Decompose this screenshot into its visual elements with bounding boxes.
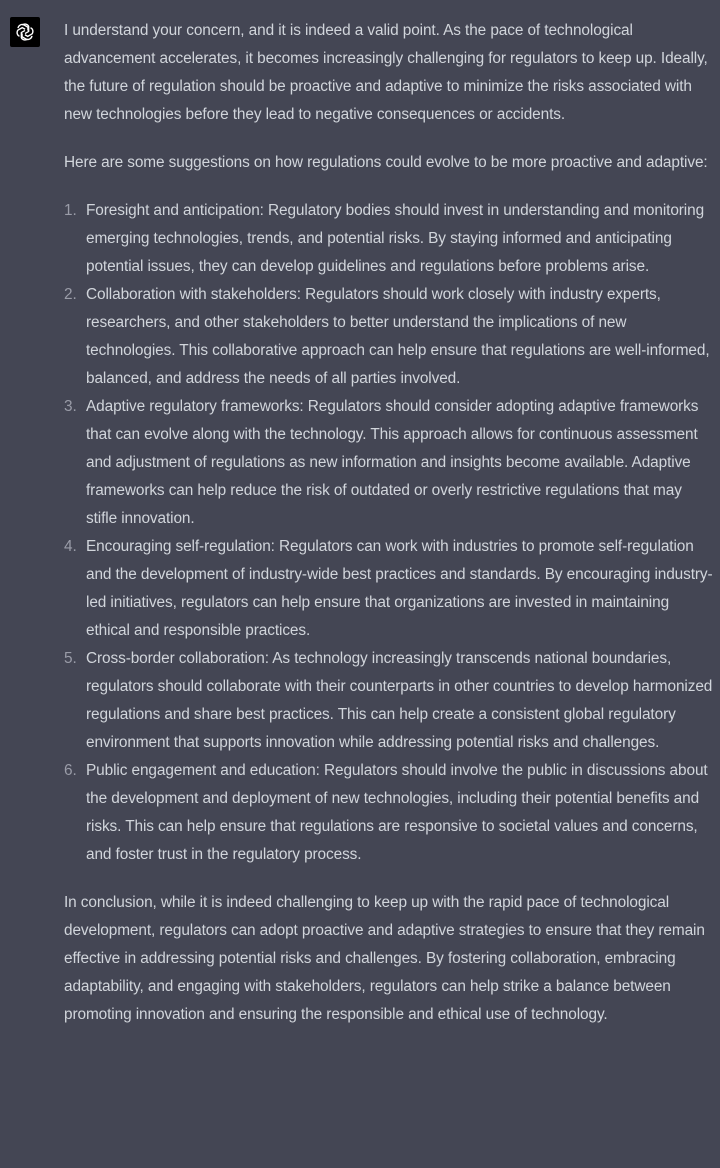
message-conclusion: In conclusion, while it is indeed challenging to keep up with the rapid pace of technological development, regulators can adopt proactive and adaptive strategies to ensure that they remain effective in addressing potential risks and challenges. By fostering collaboration, embracing adaptability, and engaging with stakeholders, regulators can help strike a balance between promoting innovation and ensuring the responsible and ethical use of technology. bbox=[64, 894, 705, 1023]
assistant-avatar bbox=[10, 17, 40, 47]
suggestions-list bbox=[64, 197, 714, 869]
list-item bbox=[64, 645, 714, 757]
list-item-text: Cross-border collaboration: As technology increasingly transcends national boundaries, regulators should collaborate with their counterparts in other countries to develop harmonized regulations and share best practices. This can help create a consistent global regulatory environment that supports innovation while addressing potential risks and challenges. bbox=[86, 650, 713, 751]
list-item bbox=[64, 533, 714, 645]
list-item-number: 4. bbox=[64, 538, 77, 555]
list-item-text: Adaptive regulatory frameworks: Regulators should consider adopting adaptive frameworks that can evolve along with the technology. This approach allows for continuous assessment and adjustment of regulations as new information and insights become available. Adaptive frameworks can help reduce the risk of outdated or overly restrictive regulations that may stifle innovation. bbox=[86, 398, 699, 527]
list-item-text: Encouraging self-regulation: Regulators can work with industries to promote self-regulation and the development of industry-wide best practices and standards. By encouraging industry-led initiatives, regulators can help ensure that organizations are invested in maintaining ethical and responsible practices. bbox=[86, 538, 713, 639]
list-item bbox=[64, 393, 714, 533]
list-item-number: 5. bbox=[64, 650, 77, 667]
message-intro: I understand your concern, and it is indeed a valid point. As the pace of technological advancement accelerates, it becomes increasingly challenging for regulators to keep up. Ideally, the future of regulation should be proactive and adaptive to minimize the risks associated with new technologies before they lead to negative consequences or accidents. bbox=[64, 22, 708, 123]
list-item bbox=[64, 281, 714, 393]
list-item-text: Foresight and anticipation: Regulatory bodies should invest in understanding and monitoring emerging technologies, trends, and potential risks. By staying informed and anticipating potential issues, they can develop guidelines and regulations before problems arise. bbox=[86, 202, 705, 275]
openai-logo-icon bbox=[14, 21, 36, 43]
list-item-number: 1. bbox=[64, 202, 77, 219]
list-item-number: 2. bbox=[64, 286, 77, 303]
list-item bbox=[64, 197, 714, 281]
list-item-number: 3. bbox=[64, 398, 77, 415]
list-item-text: Collaboration with stakeholders: Regulators should work closely with industry experts, researchers, and other stakeholders to better understand the implications of new technologies. This collaborative approach can help ensure that regulations are well-informed, balanced, and address the needs of all parties involved. bbox=[86, 286, 710, 387]
message-lead-in: Here are some suggestions on how regulations could evolve to be more proactive and adaptive: bbox=[64, 154, 708, 171]
assistant-message bbox=[64, 17, 714, 1049]
list-item bbox=[64, 757, 714, 869]
list-item-text: Public engagement and education: Regulators should involve the public in discussions about the development and deployment of new technologies, including their potential benefits and risks. This can help ensure that regulations are responsive to societal values and concerns, and foster trust in the regulatory process. bbox=[86, 762, 708, 863]
list-item-number: 6. bbox=[64, 762, 77, 779]
